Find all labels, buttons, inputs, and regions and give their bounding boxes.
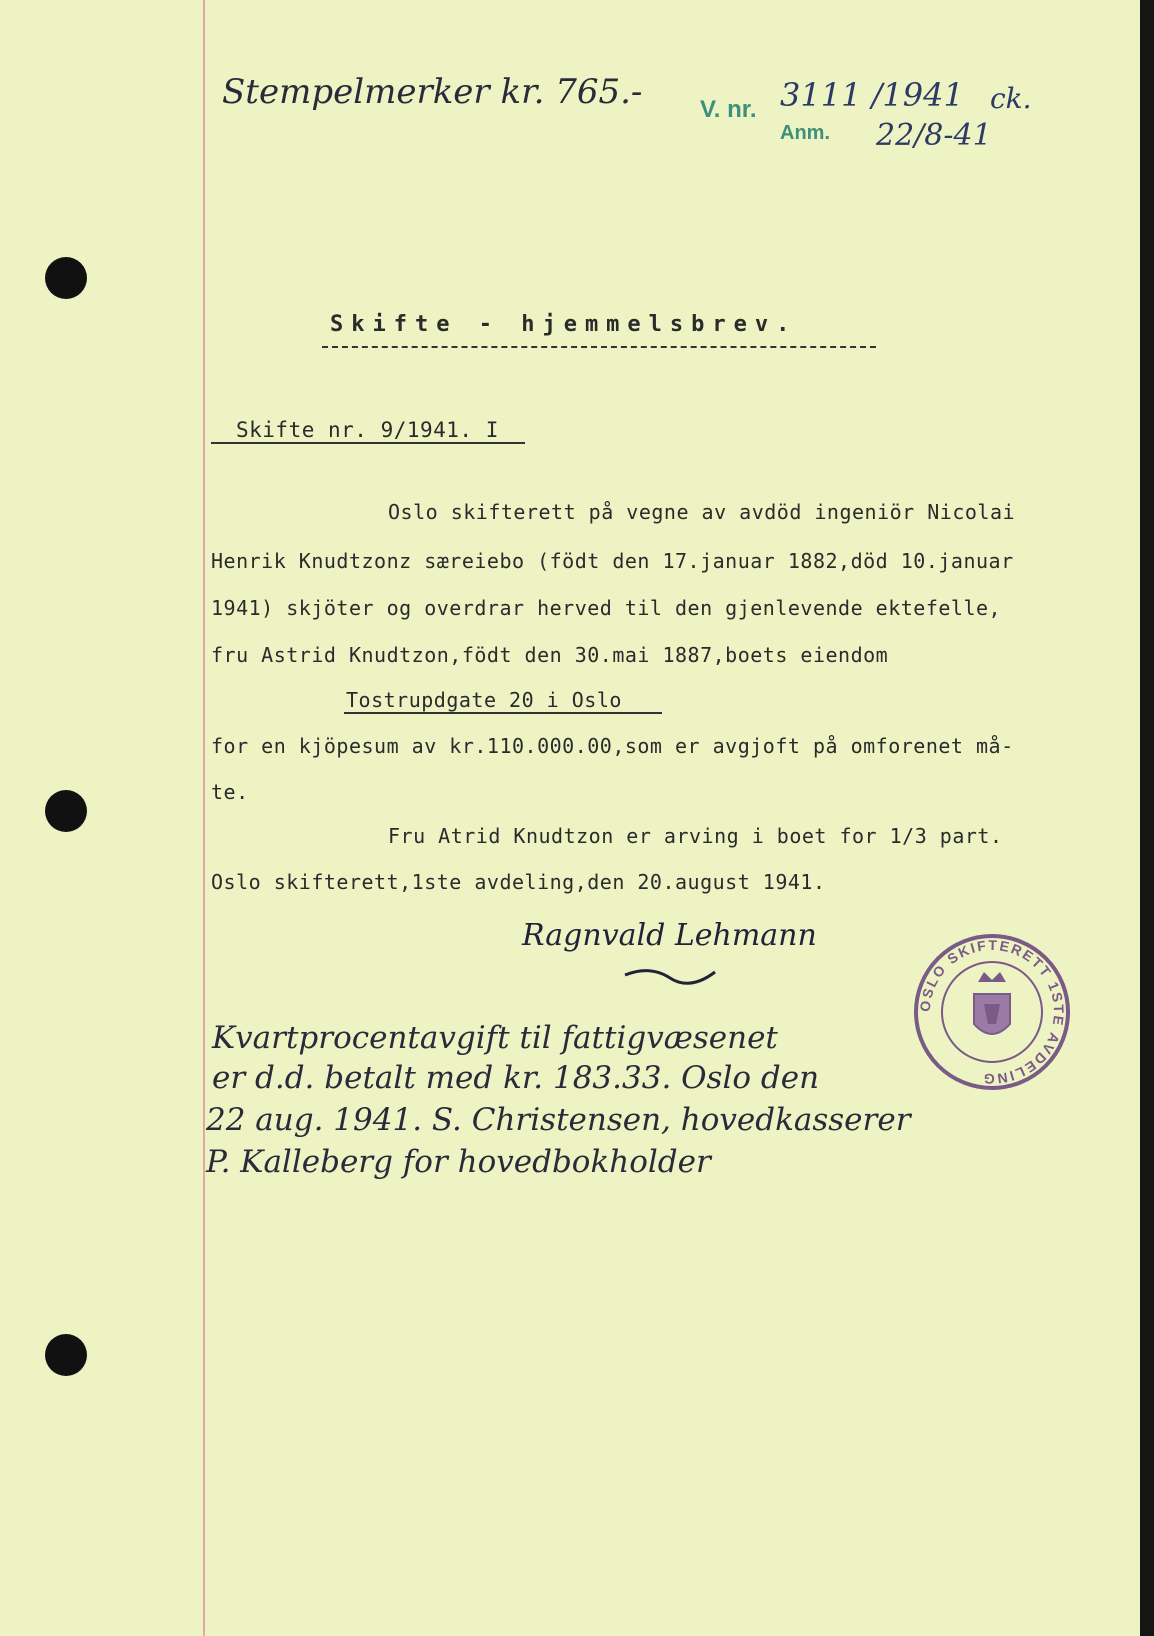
punch-hole — [45, 1334, 87, 1376]
document-title: Skifte - hjemmelsbrev. — [330, 312, 798, 337]
property-address: Tostrupdgate 20 i Oslo — [346, 688, 622, 712]
case-number-underline — [211, 442, 525, 444]
body-line: Henrik Knudtzonz særeiebo (födt den 17.januar 1882,död 10.januar — [211, 549, 1014, 573]
court-seal — [912, 932, 1072, 1092]
body-line: Oslo skifterett på vegne av avdöd ingeniör Nicolai — [388, 500, 1016, 524]
body-line: fru Astrid Knudtzon,födt den 30.mai 1887,boets eiendom — [211, 643, 889, 667]
note-line: Kvartprocentavgift til fattigvæsenet — [212, 1020, 778, 1056]
stamp-duty-note: Stempelmerker kr. 765.- — [222, 72, 643, 112]
registration-date: 22/8-41 — [876, 118, 992, 153]
registration-date-label: Anm. — [780, 122, 830, 144]
margin-line — [203, 0, 205, 1636]
punch-hole — [45, 790, 87, 832]
punch-hole — [45, 257, 87, 299]
title-underline — [322, 346, 876, 348]
case-number: Skifte nr. 9/1941. I — [236, 418, 499, 442]
signature: Ragnvald Lehmann — [522, 918, 817, 953]
registration-number: 3111 /1941 — [780, 76, 964, 114]
note-line: er d.d. betalt med kr. 183.33. Oslo den — [212, 1060, 820, 1096]
body-line: for en kjöpesum av kr.110.000.00,som er avgjoft på omforenet må- — [211, 734, 1014, 758]
note-line: 22 aug. 1941. S. Christensen, hovedkasserer — [206, 1102, 911, 1138]
body-line: te. — [211, 780, 249, 804]
note-line: P. Kalleberg for hovedbokholder — [206, 1144, 711, 1180]
body-line: Oslo skifterett,1ste avdeling,den 20.august 1941. — [211, 870, 826, 894]
body-line: 1941) skjöter og overdrar herved til den gjenlevende ektefelle, — [211, 596, 1002, 620]
signature-flourish — [620, 960, 720, 990]
registration-prefix: V. nr. — [700, 96, 757, 123]
seal-text: OSLO SKIFTERETT 1STE AVDELING — [916, 936, 1068, 1088]
registration-annot: ck. — [990, 82, 1032, 115]
address-underline — [344, 712, 662, 714]
body-line: Fru Atrid Knudtzon er arving i boet for 1/3 part. — [388, 824, 1003, 848]
scan-edge — [1140, 0, 1154, 1636]
